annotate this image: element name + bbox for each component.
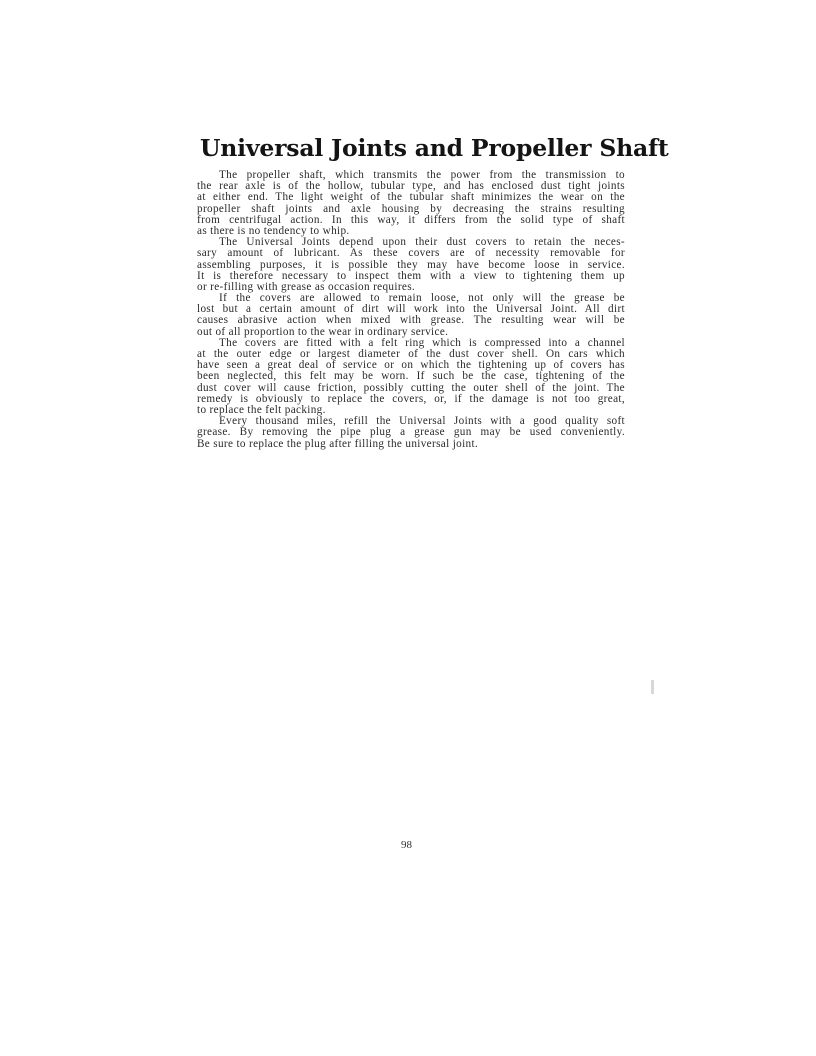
text-line: the rear axle is of the hollow, tubular type, and has enclosed dust tight joints	[197, 180, 625, 193]
text-line: causes abrasive action when mixed with grease. The resulting wear will be	[197, 314, 625, 327]
paragraph	[197, 338, 625, 416]
text-line: or re-filling with grease as occasion requires.	[197, 280, 416, 293]
text-line: Be sure to replace the plug after filling the universal joint.	[197, 437, 479, 450]
text-line: as there is no tendency to whip.	[197, 224, 350, 237]
paragraph	[197, 170, 625, 237]
text-line: remedy is obviously to replace the covers, or, if the damage is not too great,	[197, 392, 625, 405]
text-line: at the outer edge or largest diameter of the dust cover shell. On cars which	[197, 348, 625, 360]
page-number: 98	[401, 839, 412, 851]
text-line: out of all proportion to the wear in ordinary service.	[197, 325, 449, 338]
text-line: The propeller shaft, which transmits the power from the transmission to	[219, 169, 625, 181]
text-line: It is therefore necessary to inspect them with a view to tightening them up	[197, 269, 625, 282]
text-line: If the covers are allowed to remain loose, not only will the grease be	[219, 292, 625, 305]
text-line: to replace the felt packing.	[197, 403, 326, 416]
text-line: been neglected, this felt may be worn. If such be the case, tightening of the	[197, 370, 625, 383]
text-line: The covers are fitted with a felt ring which is compressed into a channel	[219, 336, 625, 349]
text-line: Every thousand miles, refill the Universal Joints with a good quality soft	[219, 415, 625, 428]
paragraph	[197, 293, 625, 338]
text-line: sary amount of lubricant. As these covers are of necessity removable for	[197, 247, 625, 260]
body-text	[197, 170, 625, 450]
paragraph	[197, 416, 625, 450]
text-line: grease. By removing the pipe plug a grease gun may be used conveniently.	[197, 426, 625, 439]
paragraph	[197, 237, 625, 293]
text-line: assembling purposes, it is possible they may have become loose in service.	[197, 258, 625, 271]
text-line: lost but a certain amount of dirt will work into the Universal Joint. All dirt	[197, 303, 625, 316]
text-line: from centrifugal action. In this way, it differs from the solid type of shaft	[197, 213, 625, 226]
text-line: dust cover will cause friction, possibly cutting the outer shell of the joint. The	[197, 381, 625, 394]
text-line: The Universal Joints depend upon their dust covers to retain the neces-	[219, 236, 625, 249]
text-line: have seen a great deal of service or on which the tightening up of covers has	[197, 359, 625, 372]
page-title: Universal Joints and Propeller Shaft	[200, 134, 669, 162]
scan-artifact	[651, 680, 654, 694]
text-line: propeller shaft joints and axle housing by decreasing the strains resulting	[197, 202, 625, 215]
text-line: at either end. The light weight of the tubular shaft minimizes the wear on the	[197, 191, 625, 204]
